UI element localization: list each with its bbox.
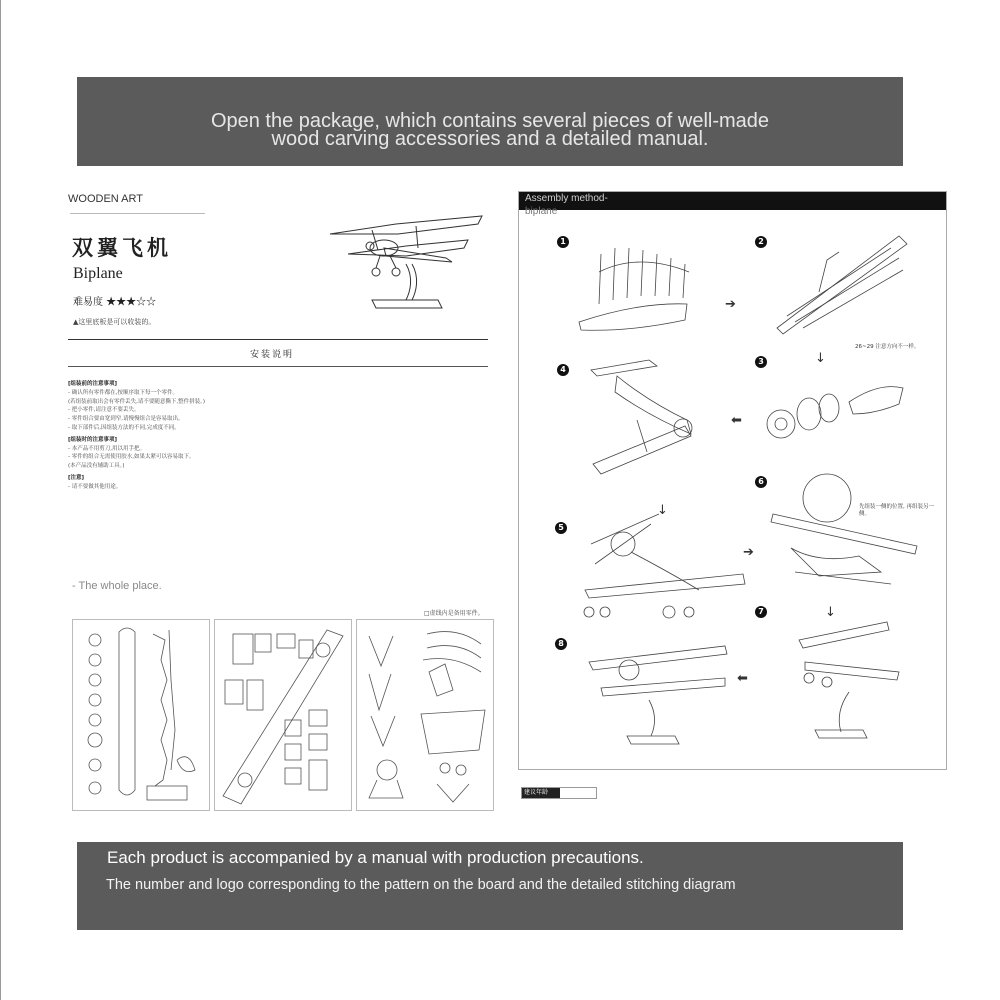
whole-place-caption: - The whole place.	[72, 580, 162, 592]
step-number-5: 5	[555, 522, 567, 534]
age-recommendation-label: 建议年龄	[522, 788, 560, 798]
notes-line: - 请不要做其他用途。	[68, 483, 122, 490]
parts-board-1-drawing	[73, 620, 209, 810]
brand-rule	[70, 213, 205, 214]
page-edge-line	[0, 0, 1, 1000]
notes-line: - 零件组合要由宽到窄,请慢慢组合是容易取出。	[68, 416, 184, 423]
board-legend: □虚线内是备用零件。	[424, 610, 484, 617]
step-number-7: 7	[755, 606, 767, 618]
step-number-8: 8	[555, 638, 567, 650]
notes-group-1	[68, 380, 268, 433]
parts-board-3	[356, 619, 494, 811]
notes-line: (本产品没有辅助工具。)	[68, 463, 125, 470]
bottom-banner-line-2: The number and logo corresponding to the pattern on the board and the detailed stitching diagram	[106, 877, 736, 893]
step-6-note: 先组装一侧的位置, 再组装另一侧。	[859, 504, 934, 517]
arrow-down-icon: ↓	[825, 605, 836, 620]
arrow-right-icon: ➔	[743, 545, 754, 560]
parts-board-3-drawing	[357, 620, 493, 810]
bottom-banner	[77, 842, 903, 930]
arrow-left-icon: ⬅	[731, 413, 742, 428]
arrow-right-icon: ➔	[725, 297, 736, 312]
step-number-4: 4	[557, 364, 569, 376]
step-number-1: 1	[557, 236, 569, 248]
step-number-2: 2	[755, 236, 767, 248]
notes-heading: [组装时的注意事项]	[68, 436, 118, 443]
parts-board-2-drawing	[215, 620, 351, 810]
notes-line: - 零件的组合无需使用胶水,如果太紧可以容易取下。	[68, 454, 195, 461]
difficulty-rating: 难易度 ★★★☆☆	[73, 297, 157, 308]
assembly-panel	[518, 191, 947, 770]
precautions-notes	[68, 380, 268, 492]
title-chinese: 双翼飞机	[72, 235, 172, 260]
section-rule	[68, 366, 488, 367]
top-banner-line-1: Open the package, which contains several pieces of well-made	[210, 110, 770, 132]
title-english: Biplane	[73, 265, 123, 282]
step-number-3: 3	[755, 356, 767, 368]
base-note: ▲这里底板是可以收装的。	[73, 318, 156, 326]
arrow-down-icon: ↓	[815, 351, 826, 366]
biplane-illustration	[326, 212, 486, 324]
parts-board-2	[214, 619, 352, 811]
assembly-subtitle: biplane	[525, 206, 558, 217]
bottom-banner-line-1: Each product is accompanied by a manual with production precautions.	[107, 848, 644, 867]
notes-group-3	[68, 474, 268, 492]
step-2-note: 26~29 注意方向不一样。	[855, 344, 920, 350]
instructions-heading: 安装说明	[250, 350, 295, 360]
notes-line: - 把小零件,请注意不要丢失。	[68, 407, 140, 414]
assembly-diagrams	[519, 192, 946, 769]
header-rule	[68, 339, 488, 340]
arrow-down-icon: ↓	[657, 503, 668, 518]
notes-line: - 本产品不用剪刀,用以用手把。	[68, 445, 145, 452]
parts-board-1	[72, 619, 210, 811]
notes-group-2	[68, 436, 268, 471]
notes-heading: [注意]	[68, 474, 85, 481]
notes-heading: [组装前的注意事项]	[68, 381, 118, 387]
brand-label: WOODEN ART	[68, 193, 143, 205]
age-recommendation-tag	[521, 787, 597, 799]
top-banner	[77, 77, 903, 166]
notes-line: - 取下部件后,因组装方法的不同,完成度不同。	[68, 424, 180, 431]
arrow-left-icon: ⬅	[737, 671, 748, 686]
top-banner-line-2: wood carving accessories and a detailed manual.	[271, 128, 709, 150]
notes-line: (若组装前取出会有零件丢失,请不要随意撕下,整件拼装。)	[68, 398, 206, 405]
step-number-6: 6	[755, 476, 767, 488]
assembly-title: Assembly method-	[525, 193, 608, 204]
notes-line: - 确认所有零件都在,按顺序取下每一个零件。	[68, 389, 178, 396]
